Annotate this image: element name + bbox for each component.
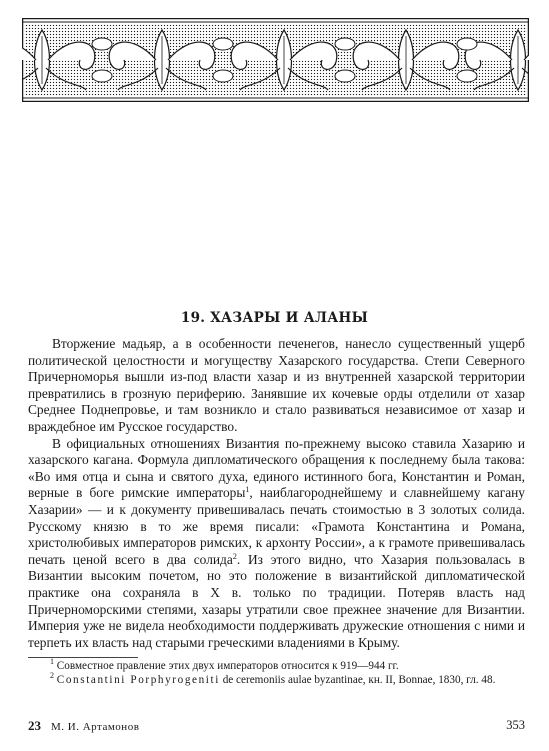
footnotes bbox=[28, 657, 525, 688]
ornamental-header-band bbox=[22, 18, 529, 102]
ornament-bud bbox=[457, 38, 477, 50]
ornament-bud bbox=[92, 70, 112, 82]
signature-mark: 23 bbox=[28, 718, 41, 733]
page-number: 353 bbox=[506, 718, 525, 732]
chapter-body bbox=[28, 336, 525, 651]
footer-left bbox=[28, 718, 139, 734]
footnote-mark: 2 bbox=[50, 670, 54, 680]
chapter-title: 19. ХАЗАРЫ И АЛАНЫ bbox=[180, 310, 369, 326]
ornament-bud bbox=[335, 38, 355, 50]
footnote-text: Совместное правление этих двух императоров относится к 919—944 гг. bbox=[54, 660, 399, 672]
footnote bbox=[28, 670, 525, 688]
body-paragraph bbox=[28, 336, 525, 436]
floral-ornament-graphic bbox=[22, 18, 529, 102]
paragraph-text: Вторжение мадьяр, а в особенности печенегов, нанесло существенный ущерб политической целостности и могуществу Хазарского государства. Степи Северного Причерноморья вышли из-под власти хазар и из внутренней хазарской территории превратились в грозную периферию. Занявшие их кочевые орды отделили от хазар Среднее Поднепровье, и там возникло и стало развиваться независимое от хазар и враждебное им Русское государство. bbox=[28, 336, 525, 434]
footnote-author: Constantini Porphyrogeniti bbox=[56, 673, 220, 686]
ornament-bud bbox=[213, 38, 233, 50]
paragraph-text: . Из этого видно, что Хазария пользовалась в Византии высоким почетом, но это положение в византийской дипломатической практике она сохраняла в X в. только по традиции. Потеряв власть над Причерноморскими степями, хазары утратили свое прежнее значение для Византии. Империя уже не видела необходимости поддерживать дружеские отношения с ними и терпеть их власть над старыми греческими владениями в Крыму. bbox=[28, 551, 525, 650]
ornament-bud bbox=[335, 70, 355, 82]
footnote-reference[interactable]: 2 bbox=[232, 551, 237, 561]
paragraph-text: В официальных отношениях Византия по-прежнему высоко ставила Хазарию и хазарского кагана. Формула дипломатического обращения к последнему была такова: «Во имя отца и сына и святого духа, единого истинного бога, Константин и Роман, верные в боге римские императоры bbox=[28, 435, 525, 501]
footnote-text: de ceremoniis aulae byzantinae, кн. II, Bonnae, 1830, гл. 48. bbox=[219, 673, 496, 686]
footnote bbox=[28, 657, 525, 674]
page-footer bbox=[28, 718, 525, 736]
ornament-bud bbox=[213, 70, 233, 82]
body-paragraph bbox=[28, 436, 525, 652]
ornament-bud bbox=[92, 38, 112, 50]
running-author: М. И. Артамонов bbox=[51, 721, 140, 733]
footnote-reference[interactable]: 1 bbox=[245, 485, 250, 495]
footnote-mark: 1 bbox=[50, 657, 54, 666]
ornament-bud bbox=[457, 70, 477, 82]
footnote-divider bbox=[28, 657, 138, 658]
paragraph-text: , наиблагороднейшему и славнейшему кагану Хазарии» — и к документу привешивалась печать стоимостью в 3 золотых солида. Русскому князю в то же время писали: «Грамота Константина и Романа, христолюбивых императоров римских, к архонту России», а к грамоте привешивалась печать ценой всего в два солида bbox=[28, 485, 526, 567]
